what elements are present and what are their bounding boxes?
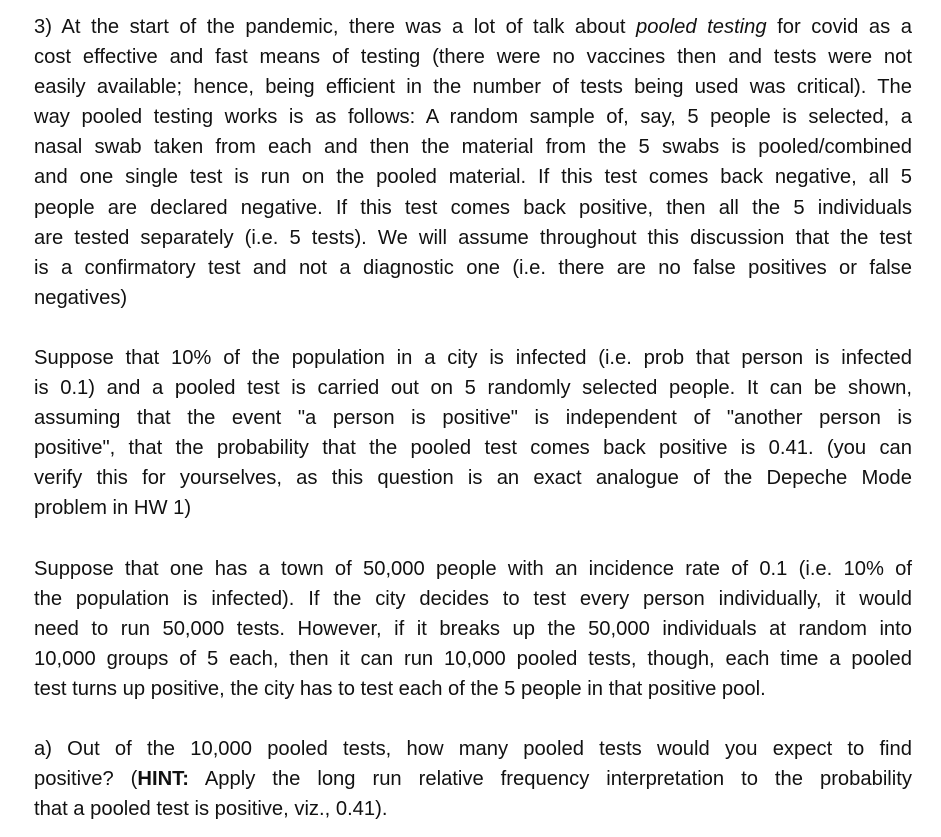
text-line bbox=[34, 283, 912, 313]
text-line bbox=[34, 193, 912, 223]
text-line bbox=[34, 433, 912, 463]
text-line bbox=[34, 764, 912, 794]
text-run: negatives) bbox=[34, 286, 128, 309]
text-run: and one single test is run on the pooled material. If this test comes back negative, all 5 bbox=[34, 166, 912, 189]
text-run: that a pooled test is positive, viz., 0.41). bbox=[34, 798, 388, 821]
text-line bbox=[34, 493, 912, 523]
text-line bbox=[34, 223, 912, 253]
text-run: nasal swab taken from each and then the material from the 5 swabs is pooled/combined bbox=[34, 136, 912, 159]
text-line bbox=[34, 12, 912, 42]
text-line bbox=[34, 102, 912, 132]
text-run: need to run 50,000 tests. However, if it breaks up the 50,000 individuals at random into bbox=[34, 617, 912, 640]
text-line bbox=[34, 42, 912, 72]
paragraph-intro bbox=[34, 12, 912, 313]
text-run: is 0.1) and a pooled test is carried out on 5 randomly selected people. It can be shown, bbox=[34, 377, 912, 400]
text-run: way pooled testing works is as follows: A random sample of, say, 5 people is selected, a bbox=[34, 106, 912, 129]
text-run: positive", that the probability that the pooled test comes back positive is 0.41. (you can bbox=[34, 437, 912, 460]
text-line bbox=[34, 343, 912, 373]
text-run: assuming that the event "a person is positive" is independent of "another person is bbox=[34, 407, 912, 430]
paragraph-town-scenario bbox=[34, 554, 912, 704]
problem-document bbox=[34, 12, 912, 824]
text-line bbox=[34, 644, 912, 674]
text-run: cost effective and fast means of testing (there were no vaccines then and tests were not bbox=[34, 46, 912, 69]
paragraph-probability-setup bbox=[34, 343, 912, 524]
text-line bbox=[34, 463, 912, 493]
text-run: people are declared negative. If this test comes back positive, then all the 5 individuals bbox=[34, 196, 912, 219]
text-line bbox=[34, 554, 912, 584]
text-run: verify this for yourselves, as this question is an exact analogue of the Depeche Mode bbox=[34, 467, 912, 490]
text-line bbox=[34, 162, 912, 192]
text-run: is a confirmatory test and not a diagnostic one (i.e. there are no false positives or false bbox=[34, 256, 912, 279]
hint-label: HINT: bbox=[137, 768, 189, 791]
text-run: Suppose that one has a town of 50,000 people with an incidence rate of 0.1 (i.e. 10% of bbox=[34, 557, 912, 580]
text-run: a) Out of the 10,000 pooled tests, how many pooled tests would you expect to find bbox=[34, 737, 912, 760]
text-run: problem in HW 1) bbox=[34, 497, 192, 520]
text-run: positive? ( bbox=[34, 768, 138, 791]
text-run: are tested separately (i.e. 5 tests). We will assume throughout this discussion that the test bbox=[34, 226, 912, 249]
text-run: 3) At the start of the pandemic, there was a lot of talk about bbox=[34, 16, 636, 38]
text-line bbox=[34, 373, 912, 403]
text-run: Apply the long run relative frequency interpretation to the probability bbox=[188, 768, 912, 791]
text-run: test turns up positive, the city has to test each of the 5 people in that positive pool. bbox=[34, 677, 766, 700]
text-line bbox=[34, 253, 912, 283]
text-run: Suppose that 10% of the population in a city is infected (i.e. prob that person is infected bbox=[34, 346, 912, 369]
text-line bbox=[34, 72, 912, 102]
paragraph-question-a bbox=[34, 734, 912, 824]
text-run: 10,000 groups of 5 each, then it can run 10,000 pooled tests, though, each time a pooled bbox=[34, 647, 912, 670]
text-run: for covid as a bbox=[766, 16, 912, 38]
text-line bbox=[34, 794, 912, 824]
text-line bbox=[34, 584, 912, 614]
text-line bbox=[34, 403, 912, 433]
text-run: easily available; hence, being efficient in the number of tests being used was critical). The bbox=[34, 76, 912, 99]
text-run: the population is infected). If the city decides to test every person individually, it would bbox=[34, 587, 912, 610]
text-line bbox=[34, 674, 912, 704]
emphasized-term: pooled testing bbox=[635, 16, 767, 38]
text-line bbox=[34, 132, 912, 162]
text-line bbox=[34, 734, 912, 764]
text-line bbox=[34, 614, 912, 644]
